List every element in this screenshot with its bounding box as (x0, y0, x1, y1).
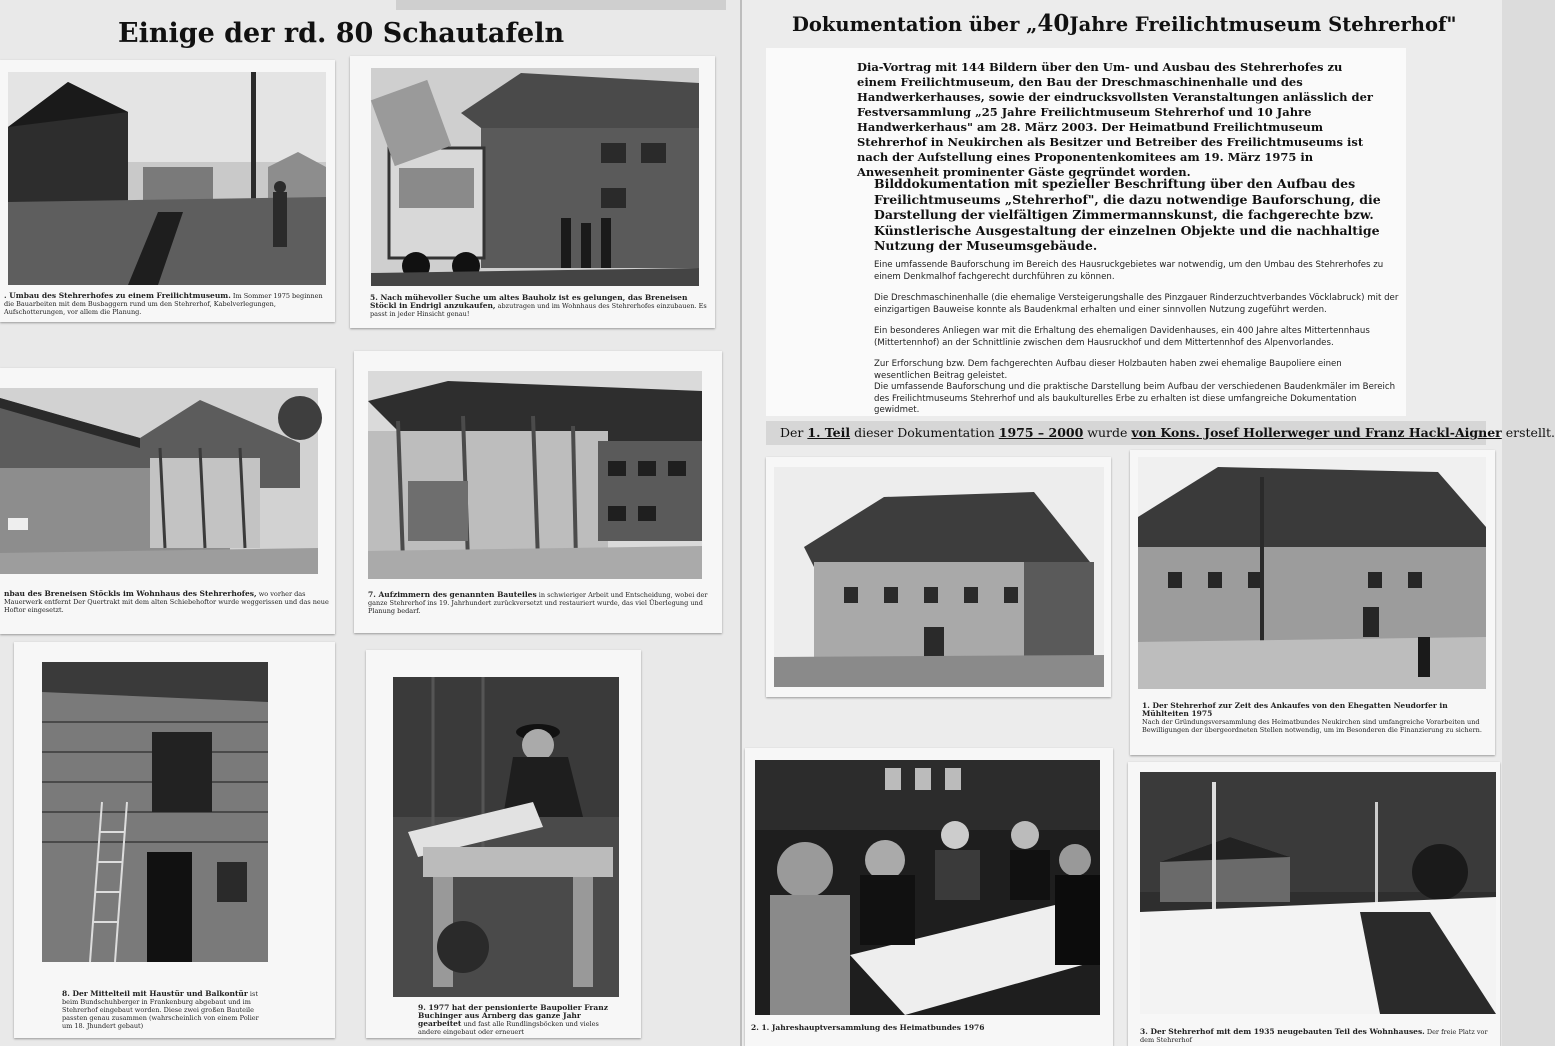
authorship-strip: Der 1. Teil dieser Dokumentation 1975 – 2000 wurde von Kons. Josef Hollerweger und Franz Hackl-Aigner erstellt. (766, 421, 1486, 445)
body-paragraph: Die Dreschmaschinenhalle (die ehemalige Versteigerungshalle des Pinzgauer Rinderzuchtverbandes Vöcklabruck) mit der einzigartigen Bauweise konnte als Baudenkmal erhalten und einer sinnvollen Nutzung zugeführt werden. (874, 293, 1399, 315)
panel-caption: 7. Aufzimmern des genannten Bauteiles in schwieriger Arbeit und Entscheidung, wobei der ganze Stehrerhof ins 19. Jahrhundert zurückversetzt und restauriert wurde, das viel Überlegung und Planung bedarf. (368, 590, 708, 615)
panel-caption: . Umbau des Stehrerhofes zu einem Freilichtmuseum. Im Sommer 1975 beginnen die Bauarbeiten mit dem Busbaggern rund um den Stehrerhof, Kabelverlegungen, Aufschotterungen, vor allem die Planung. (4, 291, 323, 316)
documentation-body (874, 260, 1400, 417)
photo-card (1128, 762, 1500, 1046)
exhibit-panel (14, 642, 335, 1038)
photo-card (1130, 450, 1495, 755)
carpenter-at-workbench-photo (393, 677, 619, 997)
documentation-subheading: Bilddokumentation mit spezieller Beschriftung über den Aufbau des Freilichtmuseums „Stehrerhof", die dazu notwendige Bauforschung, die Darstellung der vielfältigen Zimmermannskunst, die fachgerechte bzw. Künstlerische Ausgestaltung der einzelnen Objekte und die nachhaltige Nutzung der Museumsgebäude. (874, 176, 1381, 253)
top-paper-edge (396, 0, 726, 10)
photo-card (766, 457, 1111, 697)
photo-caption: 2. 1. Jahreshauptversammlung des Heimatbundes 1976 (751, 1023, 985, 1032)
barn-reconstruction-photo (0, 388, 318, 574)
exhibit-panel (366, 650, 641, 1038)
photo-card (745, 748, 1113, 1046)
timber-framing-photo (368, 371, 702, 579)
annual-meeting-photo (755, 760, 1100, 1015)
panel-caption: 5. Nach mühevoller Suche um altes Bauholz ist es gelungen, das Breneisen Stöckl in Endrigl anzukaufen, abzutragen und im Wohnhaus des Stehrerhofes einzubauen. Es passt in jeder Hinsicht genau! (370, 293, 707, 318)
facade-with-ladder-photo (42, 662, 268, 962)
photo-caption: 1. Der Stehrerhof zur Zeit des Ankaufes von den Ehegatten Neudorfer in Mühlteiten 1975 Nach der Gründungsversammlung des Heimatbundes Neukirchen sind umfangreiche Vorarbeiten und Bewilligungen der übergeordneten Stellen notwendig, um im Besonderen die Finanzierung zu sichern. (1142, 701, 1482, 734)
panel-caption: 9. 1977 hat der pensionierte Baupolier Franz Buchinger aus Arnberg das ganze Jahr gearbeitet und fast alle Rundlingsböcken und vieles andere eingebaut oder erneuert (418, 1003, 608, 1036)
body-paragraph: Die umfassende Bauforschung und die praktische Darstellung beim Aufbau der verschiedenen Baudenkmäler im Bereich des Freilichtmuseums Stehrerhof und als baukulturelles Erbe zu erhalten ist diese umfangreiche Dokumentation gewidmet. (874, 382, 1396, 415)
exhibit-panel (350, 56, 715, 328)
body-paragraph: Ein besonderes Anliegen war mit die Erhaltung des ehemaligen Davidenhauses, ein 400 Jahre altes Mittertennhaus (Mittertennhof) an der Schnittlinie zwischen dem Hausruckhof und dem Mittertennhof des Alpenvorlandes. (874, 326, 1370, 348)
truck-and-farmhouse-photo (371, 68, 699, 286)
panel-caption: 8. Der Mittelteil mit Haustür und Balkontür ist beim Bundschuhberger in Frankenburg abgebaut und im Stehrerhof eingebaut worden. Diese zwei großen Bauteile passten genau zusammen (wahrscheinlich von einem Polier um 18. Jhundert gebaut) (62, 989, 259, 1030)
panel-caption: nbau des Breneisen Stöckls im Wohnhaus des Stehrerhofes, wo vorher das Mauerwerk entfernt Der Quertrakt mit dem alten Schiebehoftor wurde weggerissen und das neue Hoftor eingesetzt. (4, 589, 329, 614)
exhibit-panel (0, 368, 335, 634)
stehrerhof-1975-photo (1138, 457, 1486, 689)
left-board-title: Einige der rd. 80 Schautafeln (118, 18, 565, 49)
construction-site-photo (8, 72, 326, 285)
intro-paragraph: Dia-Vortrag mit 144 Bildern über den Um- und Ausbau des Stehrerhofes zu einem Freilichtmuseum, den Bau der Dreschmaschinenhalle und des Handwerkerhauses, sowie der eindrucksvollsten Veranstaltungen anlässlich der Festversammlung „25 Jahre Freilichtmuseum Stehrerhof und 10 Jahre Handwerkerhaus" am 28. März 2003. Der Heimatbund Freilichtmuseum Stehrerhof in Neukirchen als Besitzer und Betreiber des Freilichtmuseums ist nach der Aufstellung eines Proponentenkomitees am 19. März 1975 in Anwesenheit prominenter Gäste gegründet worden. (857, 60, 1373, 179)
exhibit-panel (354, 351, 722, 633)
right-board-title: Dokumentation über „40Jahre Freilichtmuseum Stehrerhof" (792, 10, 1457, 37)
snowy-road-photo (1140, 772, 1496, 1014)
body-paragraph: Zur Erforschung bzw. Dem fachgerechten Aufbau dieser Holzbauten haben zwei ehemalige Baupoliere einen wesentlichen Beitrag geleistet. (874, 359, 1342, 381)
stehrerhof-farmhouse-photo (774, 467, 1104, 687)
photo-caption: 3. Der Stehrerhof mit dem 1935 neugebauten Teil des Wohnhauses. Der freie Platz vor dem Stehrerhof (1140, 1027, 1488, 1044)
body-paragraph: Eine umfassende Bauforschung im Bereich des Hausruckgebietes war notwendig, um den Umbau des Stehrerhofes zu einem Denkmalhof fachgerecht durchführen zu können. (874, 260, 1384, 282)
exhibit-panel (0, 60, 335, 322)
